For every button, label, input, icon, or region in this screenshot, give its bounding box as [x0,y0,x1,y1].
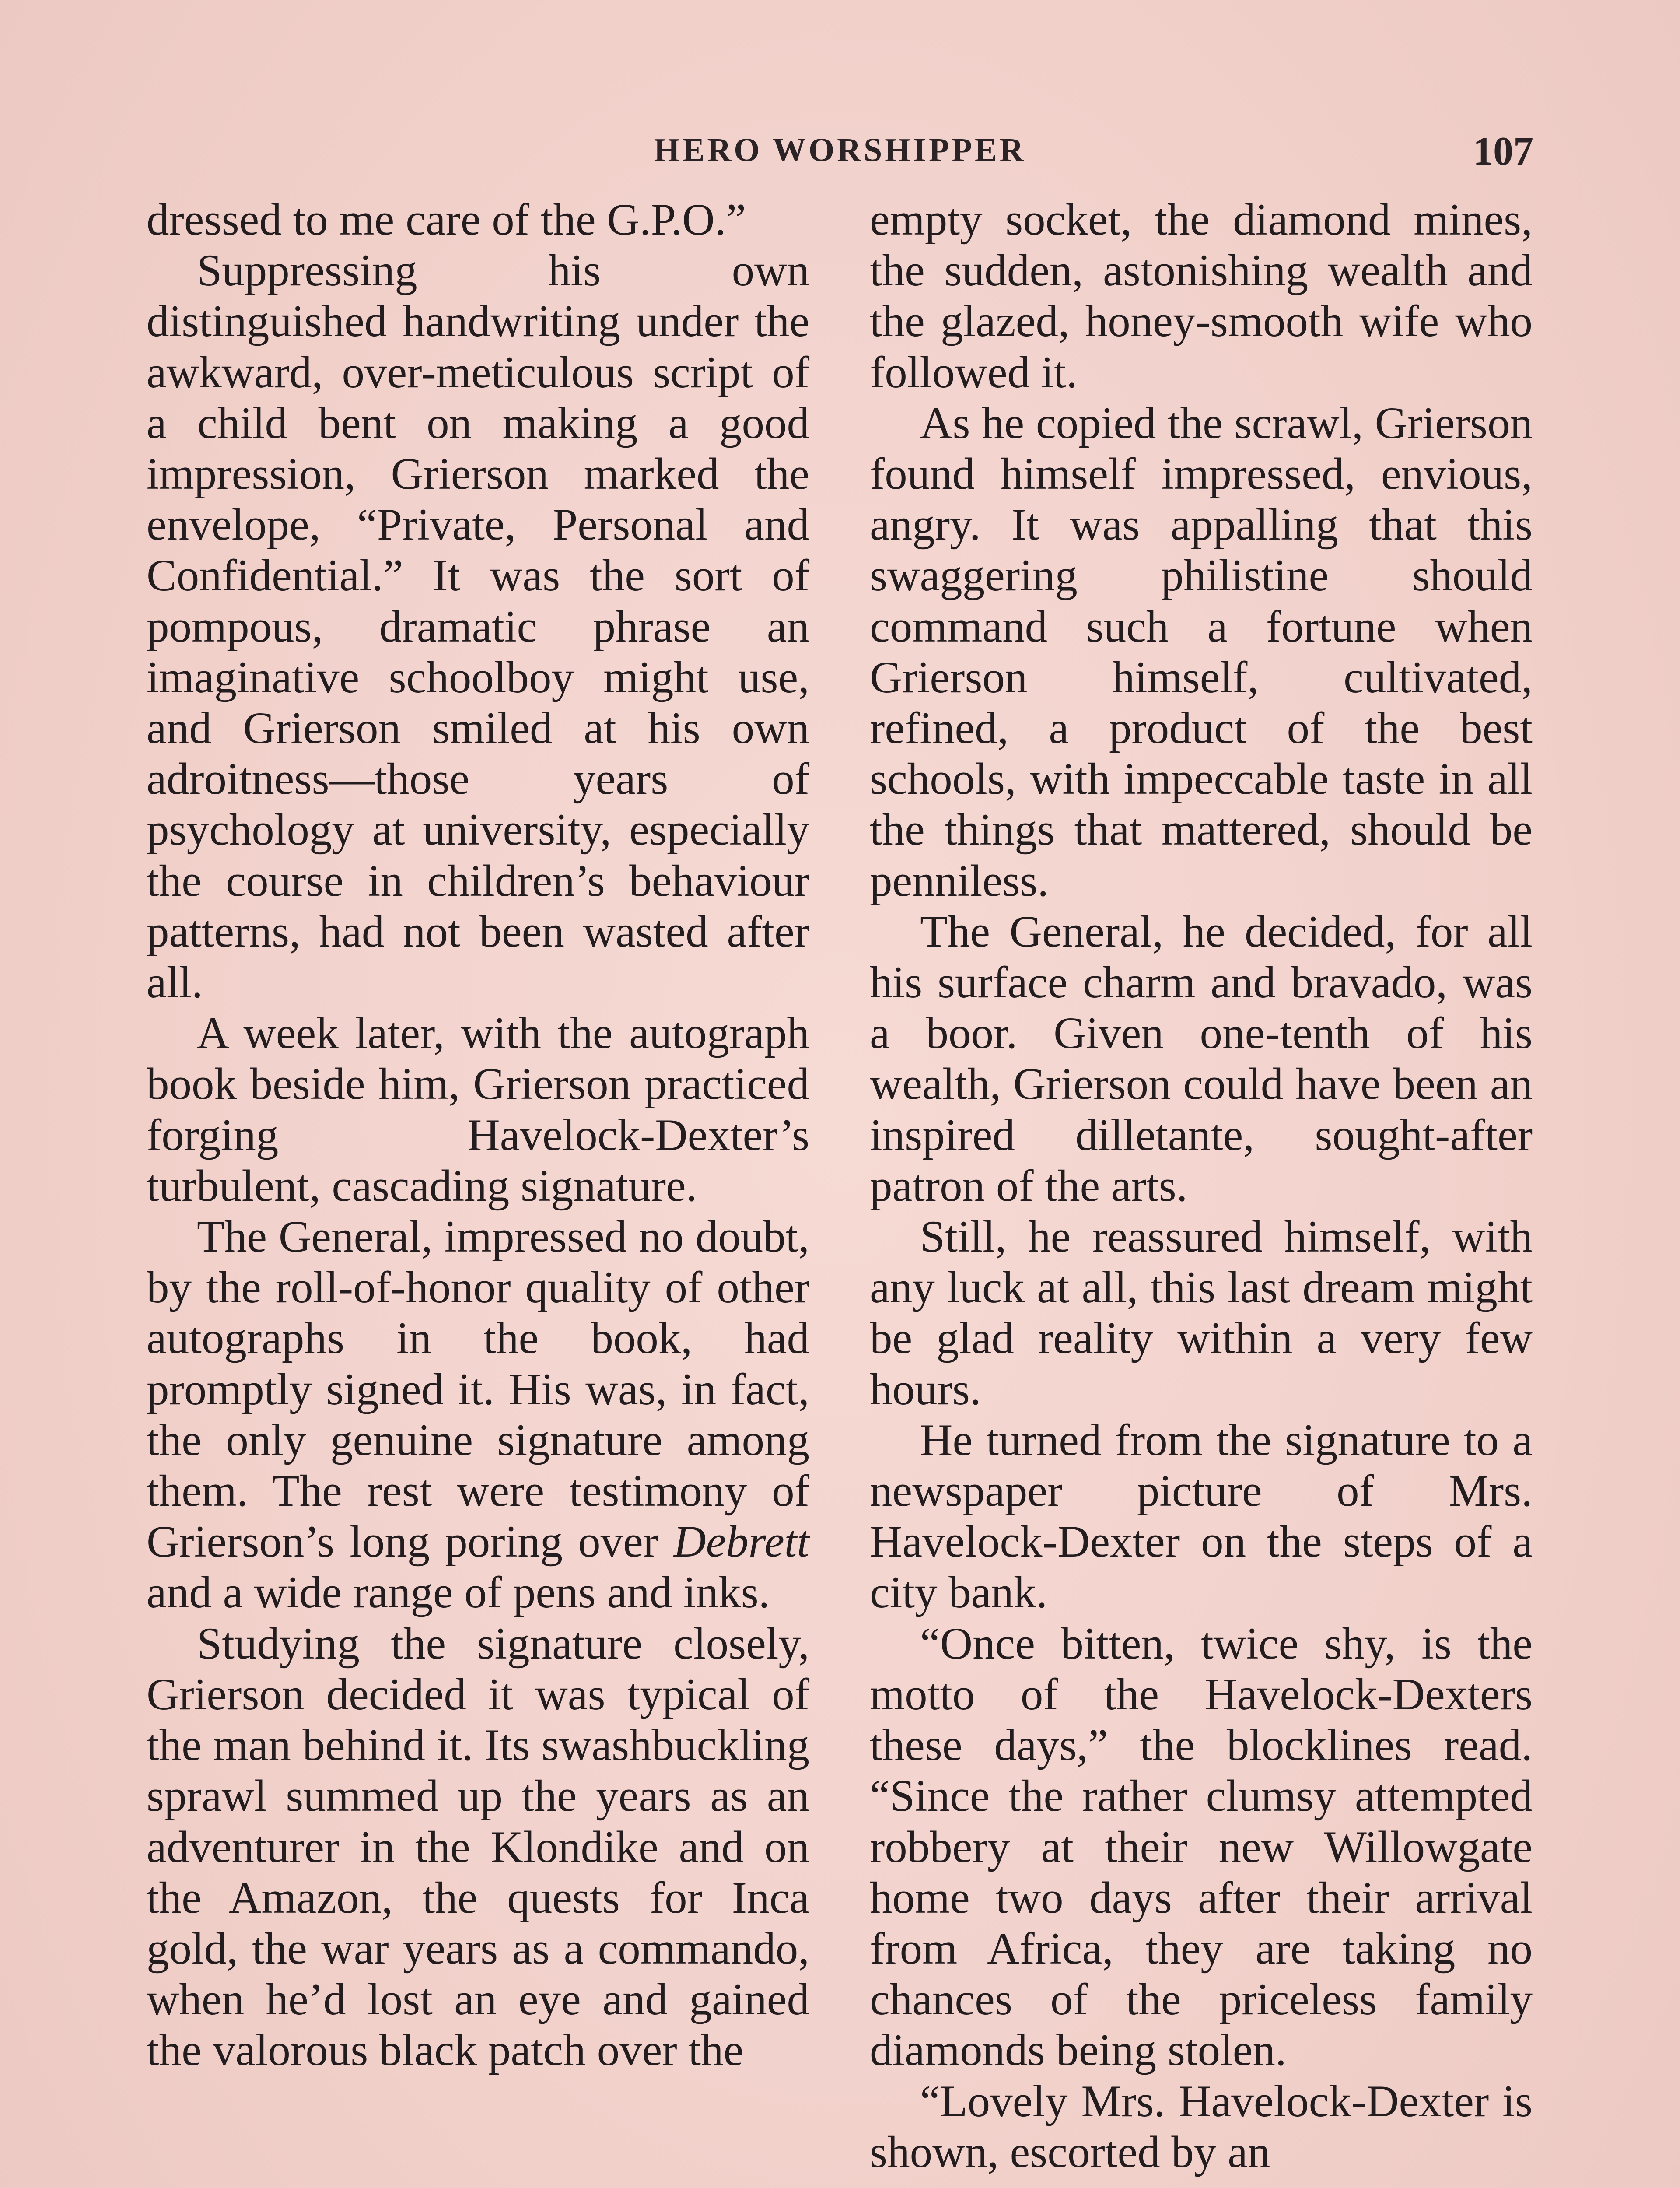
page-header [147,131,1533,179]
paragraph: dressed to me care of the G.P.O.” [147,195,746,245]
paragraph: He turned from the signature to a newspaper picture of Mrs. Havelock-Dexter on the steps of a city bank. [870,1415,1533,1618]
paragraph: Suppressing his own distinguished handwriting under the awkward, over-meticulous script of a child bent on making a good impression, Grierson marked the envelope, “Private, Personal and Confidential.” It was the sort of pompous, dramatic phrase an imaginative schoolboy might use, and Grierson smiled at his own adroitness—those years of psychology at university, especially the course in children’s behaviour patterns, had not been wasted after all. [147,245,809,1008]
paragraph: Studying the signature closely, Grierson decided it was typical of the man behind it. Its swashbuckling sprawl summed up the years as an adventurer in the Klondike and on the Amazon, the quests for Inca gold, the war years as a commando, when he’d lost an eye and gained the valorous black patch over the [147,1618,809,2076]
paragraph: “Once bitten, twice shy, is the motto of the Havelock-Dexters these days,” the blocklines read. “Since the rather clumsy attempted robbery at their new Willowgate home two days after their arrival from Africa, they are taking no chances of the priceless family diamonds being stolen. [870,1618,1533,2076]
book-title-debrett: Debrett [673,1517,809,1567]
running-title: HERO WORSHIPPER [654,132,1026,168]
paragraph: Still, he reassured himself, with any luck at all, this last dream might be glad reality within a very few hours. [870,1212,1533,1414]
paragraph: A week later, with the autograph book beside him, Grierson practiced forging Havelock-Dexter’s turbulent, cascading signature. [147,1008,809,1211]
paragraph: The General, he decided, for all his surface charm and bravado, was a boor. Given one-tenth of his wealth, Grierson could have been an inspired dilletante, sought-after patron of the arts. [870,906,1533,1211]
paragraph: empty socket, the diamond mines, the sudden, astonishing wealth and the glazed, honey-smooth wife who followed it. [870,195,1533,397]
page-number: 107 [1473,129,1533,173]
right-column [870,194,1533,2177]
paragraph: The General, impressed no doubt, by the roll-of-honor quality of other autographs in the book, had promptly signed it. His was, in fact, the only genuine signature among them. The rest were testimony of Grierson’s long poring over Debrett and a wide range of pens and inks. [147,1212,809,1618]
paragraph: “Lovely Mrs. Havelock-Dexter is shown, escorted by an [870,2076,1533,2177]
left-column [147,194,809,2076]
paragraph: As he copied the scrawl, Grierson found himself impressed, envious, angry. It was appalling that this swaggering philistine should command such a fortune when Grierson himself, cultivated, refined, a product of the best schools, with impeccable taste in all the things that mattered, should be penniless. [870,398,1533,906]
